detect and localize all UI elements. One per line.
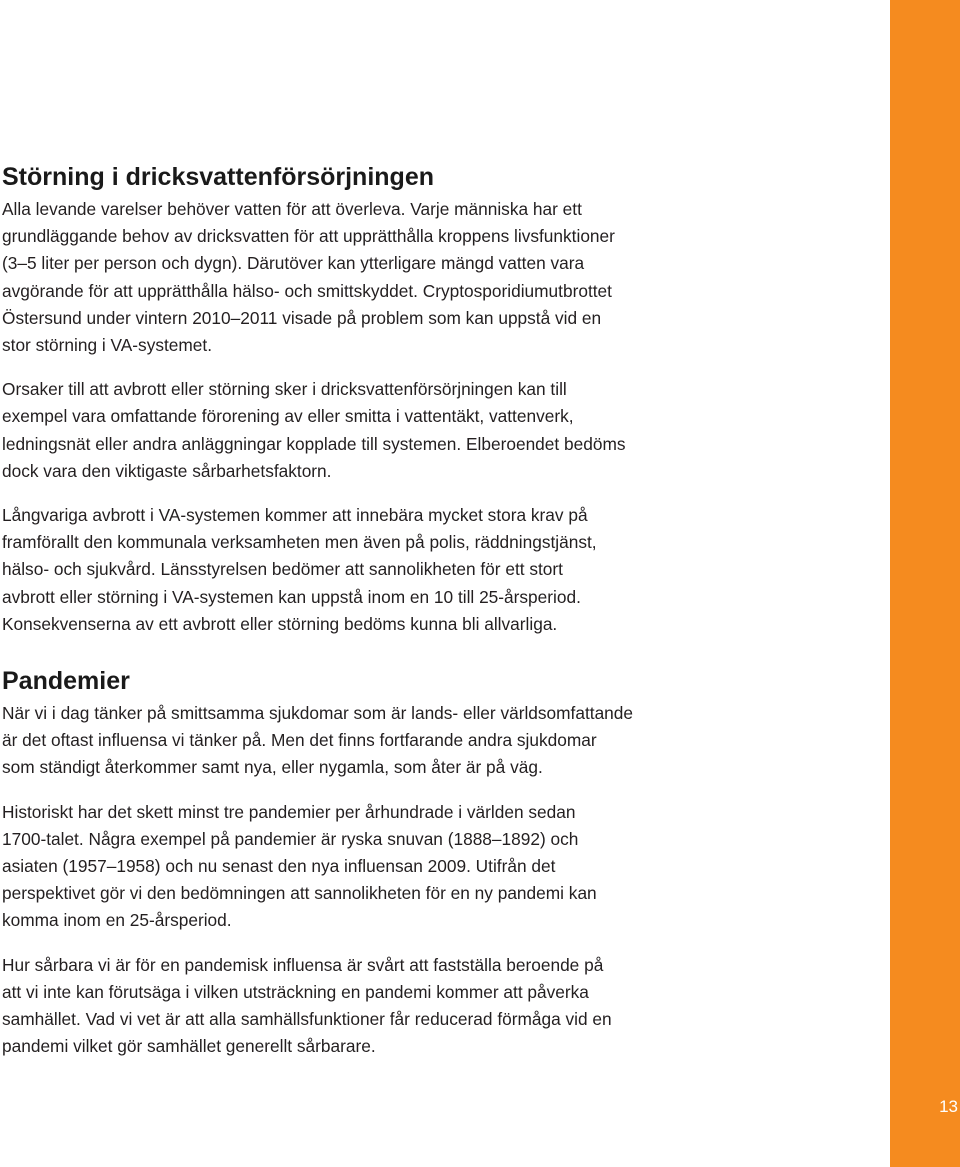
paragraph-water-1: Alla levande varelser behöver vatten för att överleva. Varje människa har ett grundläggande behov av dricksvatten för att upprätthålla kroppens livsfunktioner (3–5 liter per person och dygn). Därutöver kan ytterligare mängd vatten vara avgörande för att upprätthålla hälso- och smittskyddet. Cryptosporidiumutbrottet Östersund under vintern 2010–2011 visade på problem som kan uppstå vid en stor störning i VA-systemet.	[2, 199, 615, 356]
document-body	[2, 160, 802, 1077]
page-number: 13	[939, 1097, 958, 1116]
paragraph-pandemic-2: Historiskt har det skett minst tre pandemier per århundrade i världen sedan 1700-talet. Några exempel på pandemier är ryska snuvan (1888–1892) och asiaten (1957–1958) och nu senast den nya influensan 2009. Utifrån det perspektivet gör vi den bedömningen att sannolikheten för en ny pandemi kan komma inom en 25-årsperiod.	[2, 801, 597, 931]
paragraph-pandemic-1: När vi i dag tänker på smittsamma sjukdomar som är lands- eller världsomfattande är det oftast influensa vi tänker på. Men det finns fortfarande andra sjukdomar som ständigt återkommer samt nya, eller nygamla, som åter är på väg.	[2, 703, 634, 778]
paragraph-water-3: Långvariga avbrott i VA-systemen kommer att innebära mycket stora krav på framförallt den kommunala verksamheten men även på polis, räddningstjänst, hälso- och sjukvård. Länsstyrelsen bedömer att sannolikheten för ett stort avbrott eller störning i VA-systemen kan uppstå inom en 10 till 25-årsperiod. Konsekvenserna av ett avbrott eller störning bedöms kunna bli allvarliga.	[2, 505, 597, 634]
section-heading-water-supply: Störning i dricksvattenförsörjningen	[2, 163, 434, 191]
paragraph-pandemic-3: Hur sårbara vi är för en pandemisk influensa är svårt att fastställa beroende på att vi inte kan förutsäga i vilken utsträckning en pandemi kommer att påverka samhället. Vad vi vet är att alla samhällsfunktioner får reducerad förmåga vid en pandemi vilket gör samhället generellt sårbarare.	[2, 954, 612, 1057]
orange-sidebar	[890, 0, 960, 1167]
section-heading-pandemics: Pandemier	[2, 667, 130, 696]
paragraph-water-2: Orsaker till att avbrott eller störning sker i dricksvattenförsörjningen kan till exempel vara omfattande förorening av eller smitta i vattentäkt, vattenverk, ledningsnät eller andra anläggningar kopplade till systemen. Elberoendet bedöms dock vara den viktigaste sårbarhetsfaktorn.	[2, 379, 626, 481]
